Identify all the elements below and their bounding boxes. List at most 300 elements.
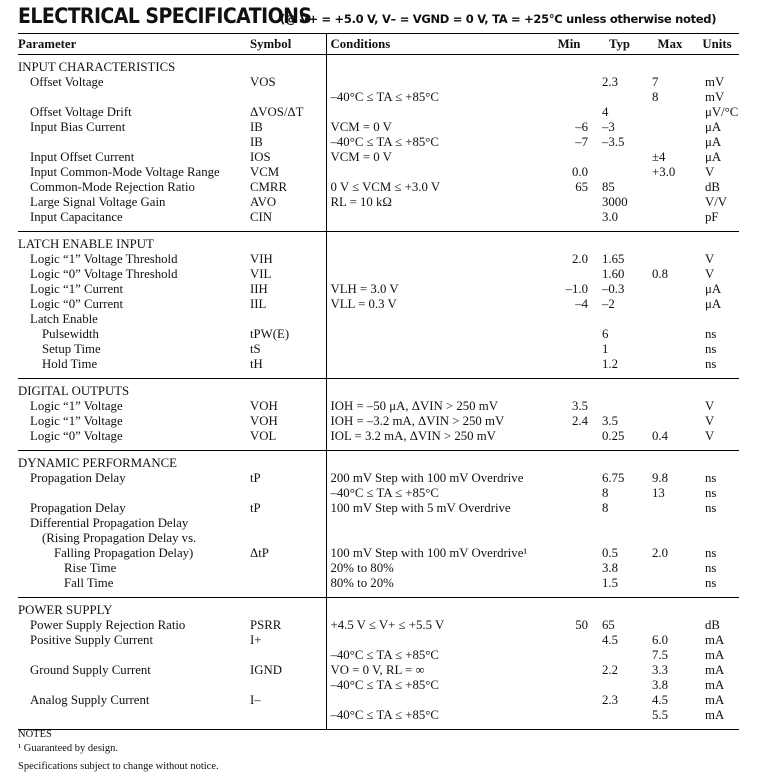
header-units: Units: [695, 34, 739, 55]
cell-conditions: 100 mV Step with 100 mV Overdrive¹: [326, 546, 544, 561]
cell-min: –1.0: [565, 282, 588, 296]
cell-max: [645, 399, 695, 414]
cell-conditions: –40°C ≤ TA ≤ +85°C: [326, 486, 544, 501]
table-row: [18, 357, 739, 379]
cell-typ: 6.75: [602, 471, 625, 485]
cell-symbol: IIH: [250, 282, 268, 296]
table-row: [18, 252, 739, 267]
table-row: [18, 678, 739, 693]
cell-max: 4.5: [652, 693, 668, 707]
cell-symbol: [250, 708, 326, 730]
cell-max: [645, 598, 695, 619]
cell-typ: 1: [602, 342, 609, 356]
cell-units: [695, 531, 739, 546]
cell-parameter: POWER SUPPLY: [18, 603, 113, 617]
cell-typ: [594, 399, 645, 414]
cell-symbol: tS: [250, 342, 261, 356]
cell-typ: 1.5: [594, 576, 645, 598]
cell-typ: [594, 598, 645, 619]
cell-conditions: VLH = 3.0 V: [326, 282, 544, 297]
cell-max: [645, 55, 695, 76]
cell-min: [544, 75, 594, 90]
cell-max: [645, 135, 695, 150]
cell-typ: 3000: [602, 195, 628, 209]
cell-min: [544, 267, 594, 282]
cell-max: [645, 561, 695, 576]
cell-units: V: [705, 399, 715, 413]
cell-units: mA: [705, 663, 725, 677]
cell-symbol: IGND: [250, 663, 282, 677]
cell-typ: [594, 165, 645, 180]
cell-max: 5.5: [645, 708, 695, 730]
cell-conditions: [326, 357, 544, 379]
cell-conditions: IOH = –50 μA, ΔVIN > 250 mV: [326, 399, 544, 414]
cell-parameter: DIGITAL OUTPUTS: [18, 384, 130, 398]
table-row: [18, 342, 739, 357]
cell-typ: 65: [602, 618, 615, 632]
cell-min: 50: [575, 618, 588, 632]
cell-max: [645, 252, 695, 267]
table-row: [18, 165, 739, 180]
table-row: [18, 399, 739, 414]
cell-max: [645, 516, 695, 531]
cell-conditions: [326, 55, 544, 76]
table-row: [18, 633, 739, 648]
cell-parameter: Positive Supply Current: [30, 633, 153, 647]
cell-min: 0.0: [572, 165, 588, 179]
cell-units: V: [705, 267, 715, 281]
cell-typ: 8: [602, 501, 609, 515]
cell-max: [645, 312, 695, 327]
cell-symbol: [250, 531, 326, 546]
cell-conditions: IOH = –3.2 mA, ΔVIN > 250 mV: [326, 414, 544, 429]
cell-min: [544, 327, 594, 342]
cell-typ: 0.5: [602, 546, 618, 560]
cell-typ: 3.0: [594, 210, 645, 232]
cell-conditions: [326, 342, 544, 357]
cell-min: [544, 516, 594, 531]
cell-conditions: 100 mV Step with 5 mV Overdrive: [326, 501, 544, 516]
cell-units: [695, 451, 739, 472]
cell-symbol: tP: [250, 501, 261, 515]
cell-conditions: [326, 451, 544, 472]
cell-units: V: [705, 252, 715, 266]
table-row: [18, 708, 739, 730]
cell-conditions: 200 mV Step with 100 mV Overdrive: [326, 471, 544, 486]
table-row: [18, 282, 739, 297]
cell-conditions: –40°C ≤ TA ≤ +85°C: [326, 135, 544, 150]
cell-parameter: Logic “1” Voltage Threshold: [30, 252, 178, 266]
cell-max: 0.4: [645, 429, 695, 451]
cell-conditions: [326, 267, 544, 282]
cell-typ: 0.25: [594, 429, 645, 451]
cell-typ: [594, 708, 645, 730]
cell-min: [544, 195, 594, 210]
cell-typ: 1.60: [602, 267, 625, 281]
cell-typ: [594, 531, 645, 546]
cell-conditions: [326, 105, 544, 120]
cell-conditions: [326, 232, 544, 253]
cell-max: [645, 120, 695, 135]
cell-symbol: tP: [250, 471, 261, 485]
table-row: [18, 297, 739, 312]
cell-units: V: [705, 165, 715, 179]
cell-symbol: [250, 598, 326, 619]
cell-conditions: 20% to 80%: [326, 561, 544, 576]
cell-conditions: 0 V ≤ VCM ≤ +3.0 V: [326, 180, 544, 195]
cell-min: [544, 678, 594, 693]
cell-parameter: Differential Propagation Delay: [30, 516, 189, 530]
cell-symbol: [250, 678, 326, 693]
cell-symbol: tH: [250, 357, 326, 379]
cell-conditions: 80% to 20%: [326, 576, 544, 598]
cell-parameter: INPUT CHARACTERISTICS: [18, 60, 176, 74]
cell-symbol: IB: [250, 135, 263, 149]
cell-symbol: IB: [250, 120, 263, 134]
header-max: Max: [645, 34, 695, 55]
notes-section: [18, 728, 718, 774]
cell-min: 2.0: [572, 252, 588, 266]
cell-parameter: Input Common-Mode Voltage Range: [30, 165, 220, 179]
cell-symbol: [250, 90, 326, 105]
cell-units: dB: [705, 618, 720, 632]
table-row: [18, 648, 739, 663]
cell-max: 9.8: [652, 471, 668, 485]
cell-conditions: –40°C ≤ TA ≤ +85°C: [326, 90, 544, 105]
cell-parameter: Ground Supply Current: [30, 663, 151, 677]
cell-min: [544, 693, 594, 708]
cell-max: [645, 210, 695, 232]
cell-typ: [594, 55, 645, 76]
cell-min: [544, 663, 594, 678]
header-min: Min: [544, 34, 594, 55]
cell-units: V/V: [705, 195, 728, 209]
cell-parameter: Logic “1” Voltage: [30, 414, 123, 428]
cell-max: 3.8: [652, 678, 668, 692]
cell-min: [544, 633, 594, 648]
cell-typ: [594, 451, 645, 472]
cell-typ: 3.5: [602, 414, 618, 428]
header-conditions: Conditions: [326, 34, 544, 55]
cell-units: ns: [705, 471, 717, 485]
cell-parameter: Setup Time: [42, 342, 101, 356]
cell-parameter: Offset Voltage: [30, 75, 104, 89]
cell-symbol: [250, 648, 326, 663]
cell-parameter: Offset Voltage Drift: [30, 105, 132, 119]
cell-parameter: Large Signal Voltage Gain: [30, 195, 166, 209]
cell-symbol: CMRR: [250, 180, 287, 194]
cell-conditions: [326, 516, 544, 531]
cell-max: [645, 105, 695, 120]
section-header-row: [18, 598, 739, 619]
cell-units: ns: [705, 327, 717, 341]
table-row: [18, 120, 739, 135]
cell-typ: 1.2: [594, 357, 645, 379]
cell-min: [544, 312, 594, 327]
header-parameter: Parameter: [18, 34, 250, 55]
table-row: [18, 135, 739, 150]
cell-min: [544, 232, 594, 253]
cell-conditions: –40°C ≤ TA ≤ +85°C: [326, 678, 544, 693]
cell-symbol: VOL: [250, 429, 326, 451]
cell-max: [645, 232, 695, 253]
cell-conditions: [326, 312, 544, 327]
cell-parameter: Logic “1” Voltage: [30, 399, 123, 413]
cell-typ: 8: [602, 486, 609, 500]
cell-parameter: Logic “0” Voltage: [18, 429, 250, 451]
cell-units: [695, 232, 739, 253]
cell-symbol: VOS: [250, 75, 276, 89]
cell-typ: [594, 678, 645, 693]
cell-conditions: [326, 165, 544, 180]
cell-parameter: Input Offset Current: [30, 150, 135, 164]
cell-min: [544, 648, 594, 663]
cell-min: [544, 598, 594, 619]
cell-parameter: Propagation Delay: [30, 471, 126, 485]
cell-min: –6: [575, 120, 588, 134]
cell-min: [544, 210, 594, 232]
cell-units: ns: [705, 342, 717, 356]
spec-table: [18, 33, 739, 730]
table-row: [18, 414, 739, 429]
cell-symbol: [250, 55, 326, 76]
cell-conditions: VCM = 0 V: [326, 120, 544, 135]
cell-units: μA: [705, 120, 722, 134]
cell-typ: [594, 150, 645, 165]
cell-max: [645, 531, 695, 546]
cell-conditions: –40°C ≤ TA ≤ +85°C: [326, 648, 544, 663]
spec-conditions: (@ V+ = +5.0 V, V– = VGND = 0 V, TA = +25°C unless otherwise noted): [280, 12, 717, 26]
cell-min: [544, 379, 594, 400]
cell-units: [695, 598, 739, 619]
cell-parameter: [18, 135, 250, 150]
cell-units: [695, 379, 739, 400]
table-row: [18, 516, 739, 531]
cell-units: ns: [705, 501, 717, 515]
cell-min: 3.5: [572, 399, 588, 413]
cell-typ: 4: [602, 105, 609, 119]
cell-max: 13: [652, 486, 665, 500]
cell-parameter: DYNAMIC PERFORMANCE: [18, 456, 177, 470]
table-row: [18, 663, 739, 678]
table-row: [18, 501, 739, 516]
cell-symbol: [250, 576, 326, 598]
cell-parameter: Propagation Delay: [30, 501, 126, 515]
cell-symbol: VIH: [250, 252, 273, 266]
cell-max: [645, 357, 695, 379]
cell-parameter: (Rising Propagation Delay vs.: [42, 531, 197, 545]
cell-conditions: VO = 0 V, RL = ∞: [326, 663, 544, 678]
cell-max: [645, 282, 695, 297]
cell-max: [645, 576, 695, 598]
cell-conditions: [326, 633, 544, 648]
cell-parameter: [18, 486, 250, 501]
cell-symbol: CIN: [250, 210, 326, 232]
cell-typ: [594, 648, 645, 663]
cell-min: [544, 576, 594, 598]
cell-symbol: [250, 486, 326, 501]
cell-min: 2.4: [572, 414, 588, 428]
section-header-row: [18, 232, 739, 253]
cell-symbol: [250, 561, 326, 576]
cell-units: ns: [695, 357, 739, 379]
cell-parameter: Logic “0” Current: [30, 297, 124, 311]
cell-symbol: I–: [250, 693, 261, 707]
cell-parameter: LATCH ENABLE INPUT: [18, 237, 154, 251]
cell-min: [544, 55, 594, 76]
cell-max: [645, 618, 695, 633]
cell-symbol: [250, 312, 326, 327]
cell-units: mA: [705, 633, 725, 647]
table-row: [18, 312, 739, 327]
cell-min: [544, 708, 594, 730]
cell-symbol: I+: [250, 633, 262, 647]
cell-units: ns: [705, 486, 717, 500]
cell-conditions: [326, 210, 544, 232]
cell-typ: –3: [602, 120, 615, 134]
cell-typ: –3.5: [602, 135, 625, 149]
cell-symbol: VOH: [250, 414, 278, 428]
cell-units: V: [705, 414, 715, 428]
table-row: [18, 267, 739, 282]
table-row: [18, 546, 739, 561]
cell-conditions: RL = 10 kΩ: [326, 195, 544, 210]
cell-conditions: [326, 379, 544, 400]
cell-parameter: Common-Mode Rejection Ratio: [30, 180, 195, 194]
cell-typ: 1.65: [602, 252, 625, 266]
cell-min: [544, 90, 594, 105]
cell-typ: [594, 90, 645, 105]
cell-min: [544, 471, 594, 486]
cell-min: [544, 546, 594, 561]
cell-min: [544, 561, 594, 576]
cell-min: [544, 105, 594, 120]
cell-typ: 3.8: [602, 561, 618, 575]
spec-table-body: [18, 55, 739, 730]
cell-symbol: [250, 232, 326, 253]
table-row: [18, 429, 739, 451]
cell-units: V: [695, 429, 739, 451]
cell-parameter: Logic “1” Current: [30, 282, 124, 296]
cell-symbol: VCM: [250, 165, 280, 179]
table-header-row: [18, 34, 739, 55]
cell-typ: [594, 379, 645, 400]
cell-max: 0.8: [652, 267, 668, 281]
cell-typ: [594, 312, 645, 327]
section-header-row: [18, 379, 739, 400]
cell-units: mV: [705, 90, 725, 104]
table-row: [18, 195, 739, 210]
cell-typ: [594, 516, 645, 531]
cell-max: +3.0: [652, 165, 676, 179]
cell-units: mA: [695, 708, 739, 730]
cell-parameter: Rise Time: [64, 561, 117, 575]
section-header-row: [18, 451, 739, 472]
cell-typ: –0.3: [602, 282, 625, 296]
cell-max: [645, 180, 695, 195]
cell-parameter: Logic “0” Voltage Threshold: [30, 267, 178, 281]
cell-parameter: [18, 648, 250, 663]
cell-max: [645, 501, 695, 516]
cell-max: 8: [652, 90, 659, 104]
cell-parameter: [18, 708, 250, 730]
cell-parameter: [18, 90, 250, 105]
cell-conditions: [326, 327, 544, 342]
cell-min: [544, 342, 594, 357]
cell-units: μA: [705, 297, 722, 311]
cell-parameter: Pulsewidth: [42, 327, 99, 341]
spec-title: ELECTRICAL SPECIFICATIONS: [18, 4, 312, 28]
header-typ: Typ: [594, 34, 645, 55]
table-row: [18, 561, 739, 576]
cell-units: mA: [705, 693, 725, 707]
cell-symbol: VIL: [250, 267, 272, 281]
cell-units: mA: [705, 648, 725, 662]
cell-symbol: IOS: [250, 150, 271, 164]
cell-symbol: ΔVOS/ΔT: [250, 105, 304, 119]
cell-parameter: Input Capacitance: [18, 210, 250, 232]
cell-symbol: IIL: [250, 297, 267, 311]
cell-min: [544, 501, 594, 516]
cell-max: [645, 195, 695, 210]
cell-conditions: VCM = 0 V: [326, 150, 544, 165]
cell-parameter: Latch Enable: [30, 312, 98, 326]
cell-conditions: –40°C ≤ TA ≤ +85°C: [326, 708, 544, 730]
cell-min: [544, 357, 594, 379]
cell-max: [645, 414, 695, 429]
cell-symbol: [250, 516, 326, 531]
cell-symbol: PSRR: [250, 618, 282, 632]
cell-conditions: VLL = 0.3 V: [326, 297, 544, 312]
cell-units: ns: [695, 576, 739, 598]
cell-units: mV: [705, 75, 725, 89]
table-row: [18, 471, 739, 486]
cell-conditions: +4.5 V ≤ V+ ≤ +5.5 V: [326, 618, 544, 633]
table-row: [18, 90, 739, 105]
cell-units: ns: [705, 561, 717, 575]
cell-symbol: [250, 451, 326, 472]
cell-max: [645, 379, 695, 400]
table-row: [18, 210, 739, 232]
notes-label: NOTES: [18, 729, 52, 740]
cell-typ: 2.3: [602, 75, 618, 89]
cell-parameter: Analog Supply Current: [30, 693, 150, 707]
cell-conditions: [326, 531, 544, 546]
cell-min: 65: [575, 180, 588, 194]
table-row: [18, 531, 739, 546]
cell-parameter: [18, 678, 250, 693]
disclaimer: Specifications subject to change without notice.: [18, 761, 219, 772]
cell-min: –4: [575, 297, 588, 311]
cell-max: [645, 451, 695, 472]
cell-symbol: VOH: [250, 399, 278, 413]
cell-units: pF: [695, 210, 739, 232]
cell-parameter: Power Supply Rejection Ratio: [30, 618, 186, 632]
cell-symbol: AVO: [250, 195, 277, 209]
cell-max: 7: [652, 75, 659, 89]
table-row: [18, 180, 739, 195]
cell-max: 3.3: [652, 663, 668, 677]
table-row: [18, 693, 739, 708]
cell-parameter: Falling Propagation Delay): [54, 546, 194, 560]
cell-units: dB: [705, 180, 720, 194]
cell-min: [544, 150, 594, 165]
cell-max: 7.5: [652, 648, 668, 662]
cell-parameter: Input Bias Current: [30, 120, 126, 134]
cell-typ: 4.5: [602, 633, 618, 647]
cell-conditions: [326, 598, 544, 619]
cell-min: –7: [575, 135, 588, 149]
